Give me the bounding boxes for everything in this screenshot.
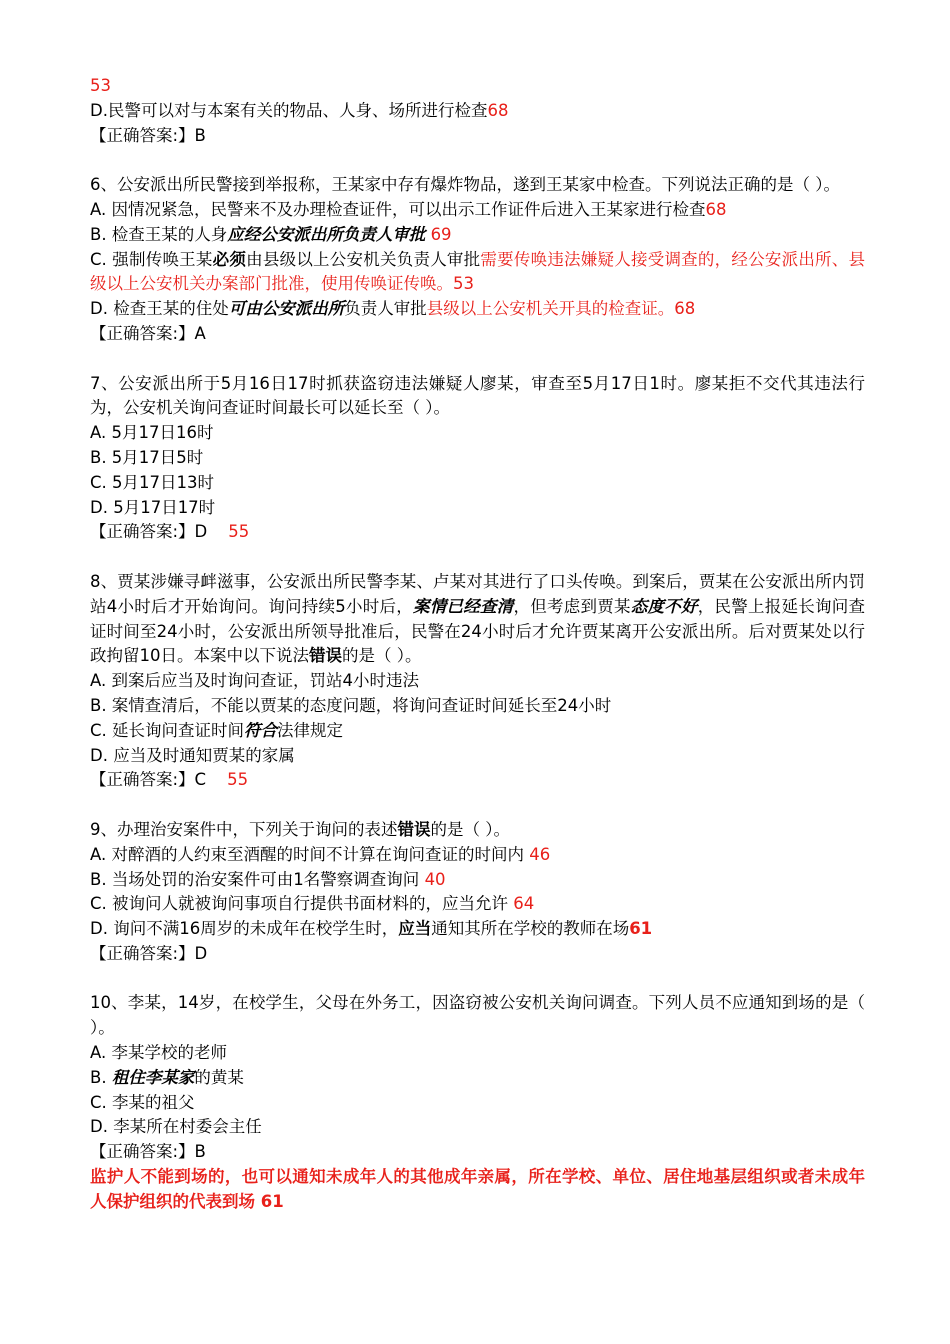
- q8-option-c: C. 延长询问查证时间符合法律规定: [90, 720, 344, 740]
- q5-answer: 【正确答案:】B: [90, 125, 206, 145]
- q10-option-d: D. 李某所在村委会主任: [90, 1117, 262, 1137]
- q10-option-a: A. 李某学校的老师: [90, 1043, 227, 1063]
- q10-answer: 【正确答案:】B: [90, 1142, 206, 1162]
- q5-option-d: D.民警可以对与本案有关的物品、人身、场所进行检查68: [90, 100, 509, 120]
- q10-explanation: 监护人不能到场的，也可以通知未成年人的其他成年亲属，所在学校、单位、居住地基层组织或者未成年人保护组织的代表到场 61: [90, 1167, 865, 1211]
- q9-answer: 【正确答案:】D: [90, 943, 208, 963]
- q6-stem: 6、公安派出所民警接到举报称，王某家中存有爆炸物品，遂到王某家中检查。下列说法正确的是（ ）。: [90, 175, 840, 195]
- q6-option-a: A. 因情况紧急，民警来不及办理检查证件，可以出示工作证件后进入王某家进行检查68: [90, 199, 727, 219]
- q8-option-b: B. 案情查清后，不能以贾某的态度问题，将询问查证时间延长至24小时: [90, 695, 612, 715]
- q6-option-a-ref: 68: [705, 199, 727, 219]
- q8-answer: 【正确答案:】C 55: [90, 770, 249, 790]
- q5-ref: 53: [90, 76, 111, 95]
- q7-option-c: C. 5月17日13时: [90, 472, 214, 492]
- q7-option-d: D. 5月17日17时: [90, 497, 216, 517]
- q7-answer: 【正确答案:】D 55: [90, 522, 250, 542]
- spacer: [90, 545, 865, 570]
- q6-option-b: B. 检查王某的人身应经公安派出所负责人审批 69: [90, 224, 452, 244]
- q10-stem: 10、李某，14岁，在校学生，父母在外务工，因盗窃被公安机关询问调查。下列人员不应通知到场的是（ ）。: [90, 993, 865, 1038]
- q7-option-a: A. 5月17日16时: [90, 423, 214, 443]
- q5-option-d-ref: 68: [487, 100, 509, 120]
- spacer: [90, 148, 865, 173]
- q7-answer-ref: 55: [228, 522, 250, 542]
- q10-option-c: C. 李某的祖父: [90, 1092, 195, 1112]
- q9-option-d: D. 询问不满16周岁的未成年在校学生时，应当通知其所在学校的教师在场61: [90, 919, 653, 939]
- q6-option-d-note: 县级以上公安机关开具的检查证。68: [426, 299, 696, 319]
- q9-stem: 9、办理治安案件中，下列关于询问的表述错误的是（ ）。: [90, 819, 510, 839]
- q8-option-a: A. 到案后应当及时询问查证，罚站4小时违法: [90, 671, 419, 691]
- q9-option-b-ref: 40: [424, 869, 446, 889]
- q7-stem: 7、公安派出所于5月16日17时抓获盗窃违法嫌疑人廖某，审查至5月17日1时。廖某拒不交代其违法行为，公安机关询问查证时间最长可以延长至（ ）。: [90, 373, 865, 418]
- q6-option-d: D. 检查王某的住处可由公安派出所负责人审批县级以上公安机关开具的检查证。68: [90, 299, 696, 319]
- q6-option-c: C. 强制传唤王某必须由县级以上公安机关负责人审批需要传唤违法嫌疑人接受调查的，经公安派出所、县级以上公安机关办案部门批准，使用传唤证传唤。53: [90, 249, 866, 294]
- q9-option-d-ref: 61: [629, 919, 653, 939]
- q8-answer-ref: 55: [227, 770, 249, 790]
- q7-option-b: B. 5月17日5时: [90, 447, 204, 467]
- q6-option-b-ref: 69: [430, 224, 452, 244]
- document-page: [90, 74, 865, 1215]
- q9-option-a-ref: 46: [529, 844, 551, 864]
- q6-option-c-note: 需要传唤违法嫌疑人接受调查的，经公安派出所、县级以上公安机关办案部门批准，使用传唤证传唤。53: [90, 249, 866, 294]
- spacer: [90, 347, 865, 372]
- q8-option-d: D. 应当及时通知贾某的家属: [90, 745, 295, 765]
- q10-option-b: B. 租住李某家的黄某: [90, 1067, 244, 1087]
- spacer: [90, 967, 865, 992]
- q9-option-c-ref: 64: [513, 894, 535, 914]
- q9-option-a: A. 对醉酒的人约束至酒醒的时间不计算在询问查证的时间内 46: [90, 844, 551, 864]
- q9-option-c: C. 被询问人就被询问事项自行提供书面材料的，应当允许 64: [90, 894, 535, 914]
- spacer: [90, 793, 865, 818]
- q6-answer: 【正确答案:】A: [90, 323, 206, 343]
- q9-option-b: B. 当场处罚的治安案件可由1名警察调查询问 40: [90, 869, 446, 889]
- q8-stem: 8、贾某涉嫌寻衅滋事，公安派出所民警李某、卢某对其进行了口头传唤。到案后，贾某在公安派出所内罚站4小时后才开始询问。询问持续5小时后，案情已经查清，但考虑到贾某态度不好，民警上报延长询问查证时间至24小时，公安派出所领导批准后，民警在24小时后才允许贾某离开公安派出所。后对贾某处以行政拘留10日。本案中以下说法错误的是（ ）。: [90, 571, 865, 666]
